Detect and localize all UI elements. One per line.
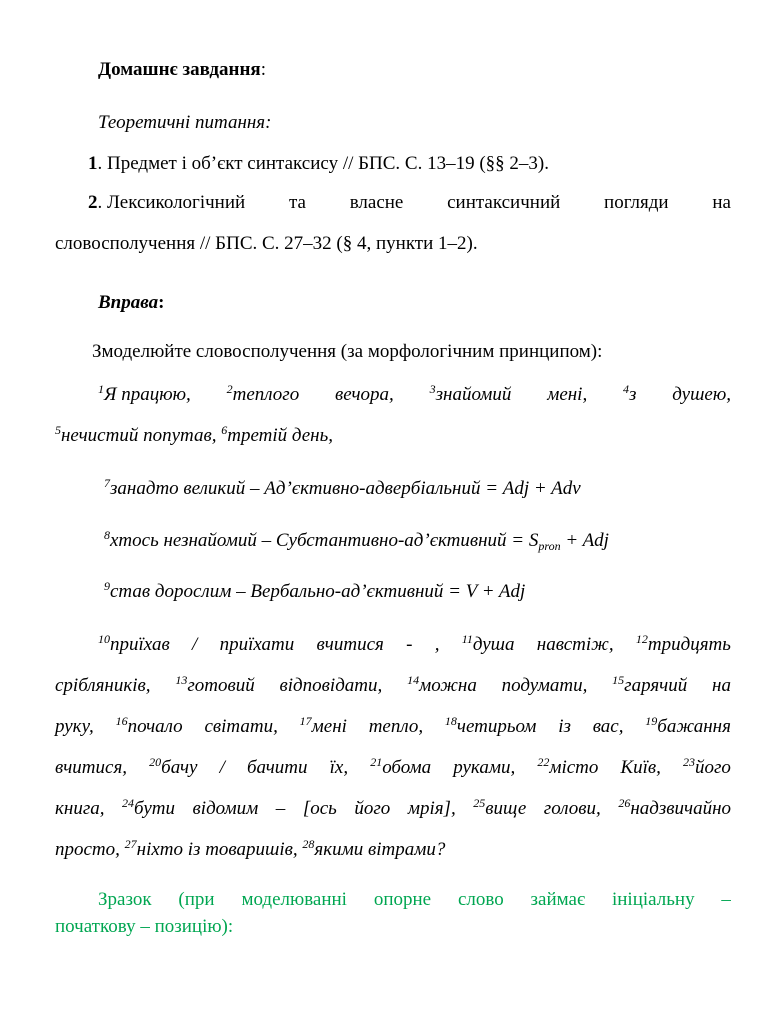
phrase-word: їх,	[329, 757, 349, 778]
phrase-word: приїхати	[219, 634, 295, 655]
phrase-word: $^{25}$вище	[473, 796, 527, 819]
phrase-word: [ось	[302, 798, 337, 819]
items-line-2	[55, 424, 333, 448]
phrases-line	[55, 756, 731, 780]
phrase-word: $^{24}$бути	[122, 796, 175, 819]
phrase-word: навстіж,	[536, 634, 614, 655]
phrases-line	[98, 633, 731, 657]
phrase-word: срібляників,	[55, 675, 151, 696]
phrase-word: світати,	[204, 716, 278, 737]
phrase-word: вчитися	[316, 634, 384, 655]
phrase-word: із	[558, 716, 571, 737]
phrase-word: на	[712, 675, 731, 696]
phrases-paragraph-last-line	[55, 838, 445, 862]
sample-word: (при	[178, 889, 215, 910]
phrase-word: відповідати,	[279, 675, 383, 696]
sample-word: моделюванні	[241, 889, 347, 910]
phrase-word: $^{17}$мені	[299, 714, 347, 737]
question-2-line-1	[88, 191, 731, 215]
phrase-word: книга,	[55, 798, 105, 819]
sample-word: опорне	[373, 889, 432, 910]
example-8: $^8$хтось незнайомий – Субстантивно-ад’єктивний = $S_{pron}$ + Adj	[104, 528, 609, 553]
phrase-word: $^{19}$бажання	[645, 714, 731, 737]
phrase-word: відомим	[192, 798, 259, 819]
phrase-word: $^{12}$тридцять	[635, 632, 731, 655]
question-2-line-2: словосполучення // БПС. С. 27–32 (§ 4, пункти 1–2).	[55, 233, 478, 254]
sample-word: займає	[530, 889, 586, 910]
phrase-word: /	[192, 634, 198, 655]
phrase-word: ,	[434, 634, 440, 655]
phrase-word: $^{16}$почало	[115, 714, 183, 737]
item-word: мені,	[547, 384, 588, 405]
theory-heading: Теоретичні питання:	[98, 112, 272, 133]
sample-word: слово	[457, 889, 504, 910]
sample-line-1	[98, 888, 731, 912]
question-1: 1. Предмет і об’єкт синтаксису // БПС. С. 13–19 (§§ 2–3).	[88, 153, 550, 174]
phrase-word: вчитися,	[55, 757, 128, 778]
example-7: $^7$занадто великий – Ад’єктивно-адвербіальний = Adj + Adv	[104, 476, 581, 499]
item-word: вечора,	[335, 384, 394, 405]
phrases-line	[55, 674, 731, 698]
phrase-word: $^{14}$можна	[407, 673, 477, 696]
sample-line-2: початкову – позицію):	[55, 916, 234, 937]
item-word: $^4$з	[623, 382, 637, 405]
phrase-word: Київ,	[620, 757, 661, 778]
phrase-word: $^{15}$гарячий	[612, 673, 688, 696]
phrase-word: $^{22}$місто	[537, 755, 599, 778]
phrase-word: подумати,	[501, 675, 588, 696]
q2-word: 2. Лексикологічний	[88, 192, 246, 213]
item-phrase: $^5$нечистий попутав,	[55, 423, 222, 446]
homework-title: Домашнє завдання:	[98, 59, 266, 80]
phrase-word: бачити	[246, 757, 308, 778]
phrases-line	[55, 797, 731, 821]
phrase-word: -	[406, 634, 413, 655]
phrase-word: –	[275, 798, 286, 819]
phrase-word: просто,	[55, 839, 125, 860]
sample-word: Зразок	[98, 889, 152, 910]
q2-word: синтаксичний	[447, 192, 561, 213]
q2-word: та	[288, 192, 306, 213]
item-phrase: $^6$третій день,	[221, 423, 333, 446]
exercise-task: Змоделюйте словосполучення (за морфологічним принципом):	[92, 341, 603, 362]
phrase-word: $^{20}$бачу	[149, 755, 198, 778]
phrase-word: /	[219, 757, 225, 778]
phrase-word: $^{21}$обома	[370, 755, 432, 778]
q2-word: власне	[349, 192, 404, 213]
phrase-word: голови,	[543, 798, 601, 819]
phrase-word: $^{11}$душа	[461, 632, 515, 655]
phrase-word: мрія],	[407, 798, 456, 819]
items-line-1	[98, 383, 731, 407]
phrase-word: руку,	[55, 716, 94, 737]
item-word: $^3$знайомий	[429, 382, 512, 405]
phrase-word: $^{27}$ніхто із товаришів,	[124, 837, 303, 860]
phrase-word: вас,	[592, 716, 624, 737]
phrase-word: $^{23}$його	[682, 755, 731, 778]
item-word: $^1$Я працюю,	[98, 382, 191, 405]
q2-word: на	[712, 192, 731, 213]
sample-word: ініціальну	[611, 889, 695, 910]
phrase-word: руками,	[453, 757, 516, 778]
phrase-word: його	[354, 798, 391, 819]
q2-word: погляди	[604, 192, 669, 213]
exercise-heading: Вправа:	[98, 292, 165, 313]
item-word: $^2$теплого	[226, 382, 300, 405]
phrase-word: $^{28}$якими вітрами?	[302, 837, 446, 860]
example-9: $^9$став дорослим – Вербально-ад’єктивний = V + Adj	[104, 579, 526, 602]
phrase-word: $^{10}$приїхав	[98, 632, 170, 655]
phrases-line	[55, 715, 731, 739]
item-word: душею,	[672, 384, 731, 405]
sample-word: –	[721, 889, 731, 910]
phrase-word: $^{18}$четирьом	[444, 714, 537, 737]
phrase-word: тепло,	[368, 716, 424, 737]
phrase-word: $^{26}$надзвичайно	[618, 796, 731, 819]
phrase-word: $^{13}$готовий	[175, 673, 255, 696]
